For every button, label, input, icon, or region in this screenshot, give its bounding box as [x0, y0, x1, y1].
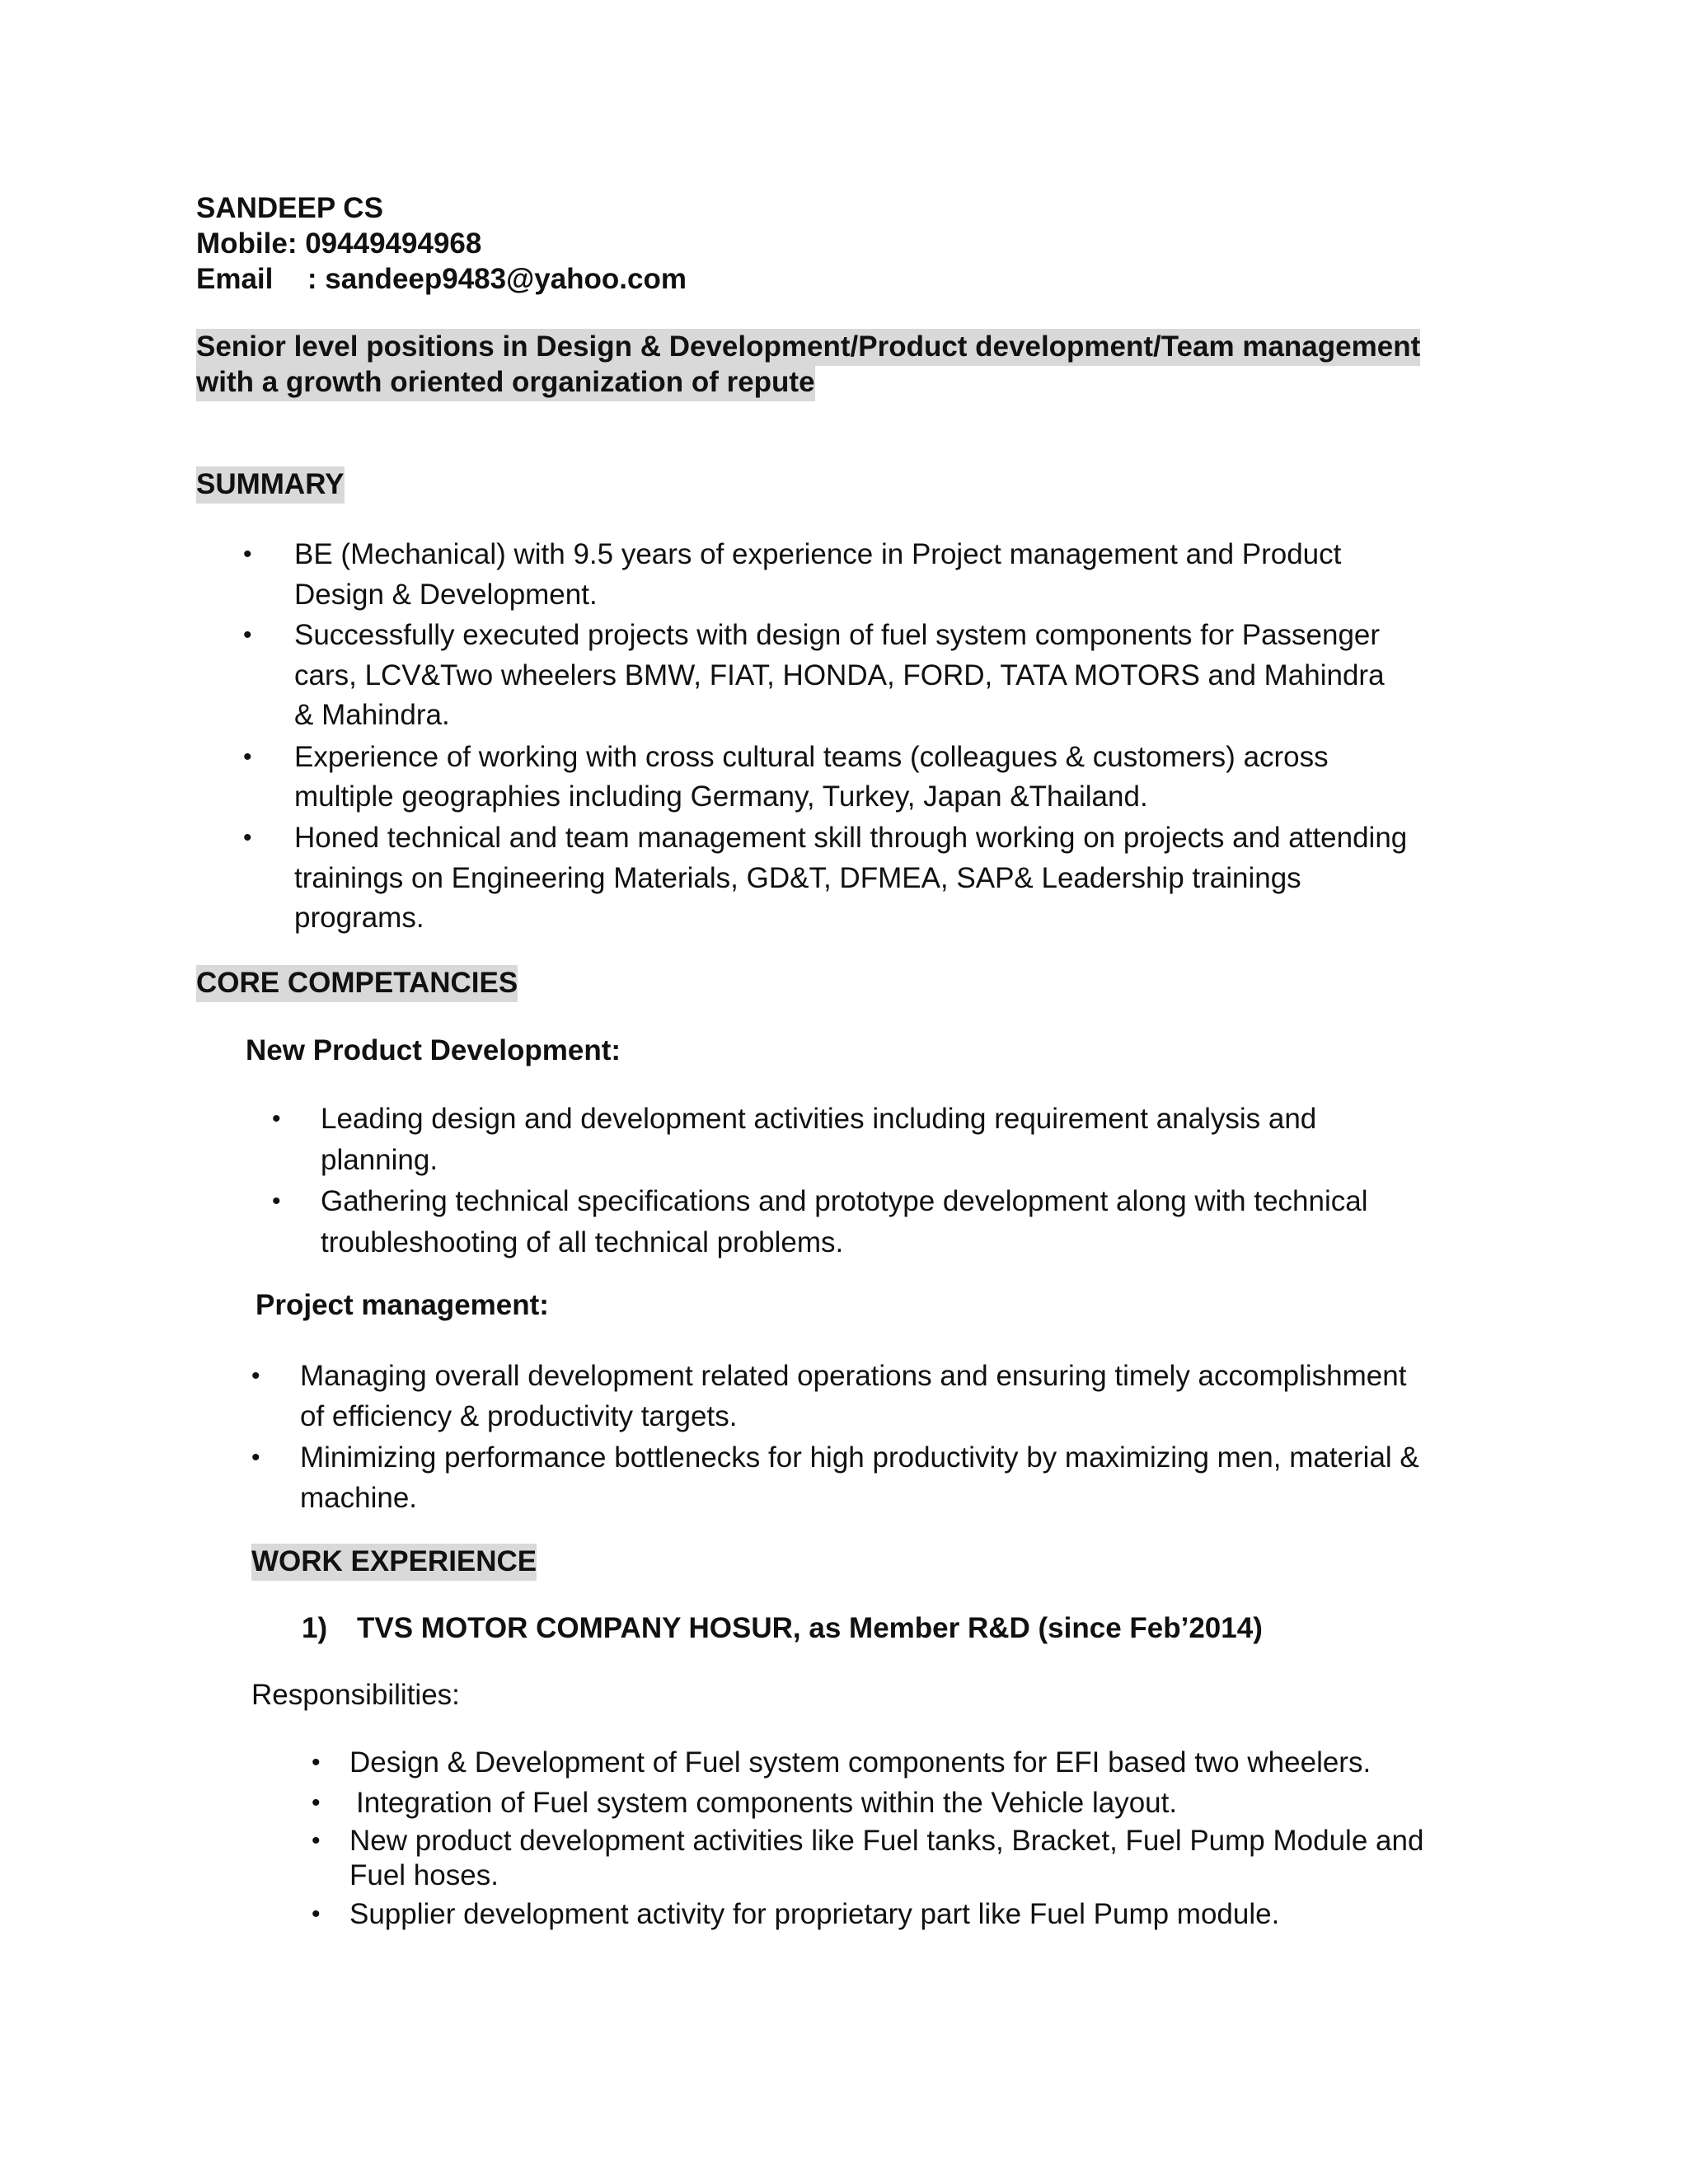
- bullet-icon: •: [312, 1827, 321, 1854]
- bullet-icon: •: [312, 1900, 321, 1928]
- list-item-cont: programs.: [294, 902, 424, 934]
- competencies-heading: [196, 966, 518, 1001]
- list-item: Managing overall development related operations and ensuring timely accomplishment: [300, 1360, 1407, 1392]
- list-item: Minimizing performance bottlenecks for high productivity by maximizing men, material &: [300, 1441, 1419, 1474]
- list-item-cont: multiple geographies including Germany, Turkey, Japan &Thailand.: [294, 780, 1148, 813]
- list-item: BE (Mechanical) with 9.5 years of experience in Project management and Product: [294, 538, 1342, 570]
- list-item-cont: trainings on Engineering Materials, GD&T, DFMEA, SAP& Leadership trainings: [294, 862, 1301, 894]
- mobile-number: 09449494968: [305, 227, 482, 260]
- experience-heading: [251, 1544, 537, 1579]
- job-1-number: 1): [302, 1612, 328, 1644]
- bullet-icon: •: [243, 621, 252, 649]
- list-item: Gathering technical specifications and prototype development along with technical: [321, 1185, 1368, 1217]
- bullet-icon: •: [272, 1105, 281, 1132]
- mobile-label: Mobile:: [196, 227, 298, 260]
- objective-line-1: [196, 330, 1420, 364]
- bullet-icon: •: [243, 541, 252, 568]
- candidate-name: SANDEEP CS: [196, 192, 383, 224]
- list-item-cont: Design & Development.: [294, 579, 598, 611]
- list-item: New product development activities like Fuel tanks, Bracket, Fuel Pump Module and: [349, 1825, 1424, 1857]
- list-item: Supplier development activity for proprietary part like Fuel Pump module.: [349, 1898, 1280, 1930]
- list-item-cont: Fuel hoses.: [349, 1859, 499, 1891]
- bullet-icon: •: [312, 1749, 321, 1776]
- objective-line-2: [196, 365, 815, 400]
- bullet-icon: •: [251, 1444, 260, 1471]
- mobile-line: [196, 227, 481, 261]
- bullet-icon: •: [312, 1789, 321, 1816]
- npd-subheading: New Product Development:: [246, 1034, 621, 1066]
- bullet-icon: •: [272, 1188, 281, 1215]
- objective-line-2-text: with a growth oriented organization of repute: [196, 364, 815, 401]
- email-label: Email: [196, 263, 274, 295]
- list-item-cont: & Mahindra.: [294, 699, 450, 731]
- objective-line-1-text: Senior level positions in Design & Development/Product development/Team management: [196, 329, 1420, 366]
- list-item-cont: machine.: [300, 1482, 418, 1514]
- job-1-title: TVS MOTOR COMPANY HOSUR, as Member R&D (since Feb’2014): [357, 1612, 1263, 1644]
- email-address: sandeep9483@yahoo.com: [325, 263, 687, 295]
- list-item: Successfully executed projects with design of fuel system components for Passenger: [294, 619, 1381, 651]
- list-item-cont: of efficiency & productivity targets.: [300, 1400, 738, 1432]
- list-item: Design & Development of Fuel system components for EFI based two wheelers.: [349, 1746, 1372, 1779]
- summary-heading-text: SUMMARY: [196, 466, 345, 504]
- list-item-cont: planning.: [321, 1144, 438, 1176]
- email-line: [196, 262, 687, 297]
- pm-subheading: Project management:: [256, 1289, 549, 1321]
- email-separator: :: [307, 263, 317, 295]
- bullet-icon: •: [243, 743, 252, 771]
- responsibilities-label: Responsibilities:: [251, 1679, 460, 1711]
- list-item-cont: cars, LCV&Two wheelers BMW, FIAT, HONDA, FORD, TATA MOTORS and Mahindra: [294, 659, 1385, 691]
- competencies-heading-text: CORE COMPETANCIES: [196, 965, 518, 1002]
- list-item: Honed technical and team management skill through working on projects and attending: [294, 822, 1408, 854]
- bullet-icon: •: [243, 824, 252, 851]
- list-item: Leading design and development activities including requirement analysis and: [321, 1103, 1317, 1135]
- experience-heading-text: WORK EXPERIENCE: [251, 1544, 537, 1581]
- list-item: Experience of working with cross cultural teams (colleagues & customers) across: [294, 741, 1329, 773]
- summary-heading: [196, 467, 345, 502]
- list-item: Integration of Fuel system components within the Vehicle layout.: [356, 1787, 1178, 1819]
- bullet-icon: •: [251, 1362, 260, 1390]
- list-item-cont: troubleshooting of all technical problems.: [321, 1226, 844, 1258]
